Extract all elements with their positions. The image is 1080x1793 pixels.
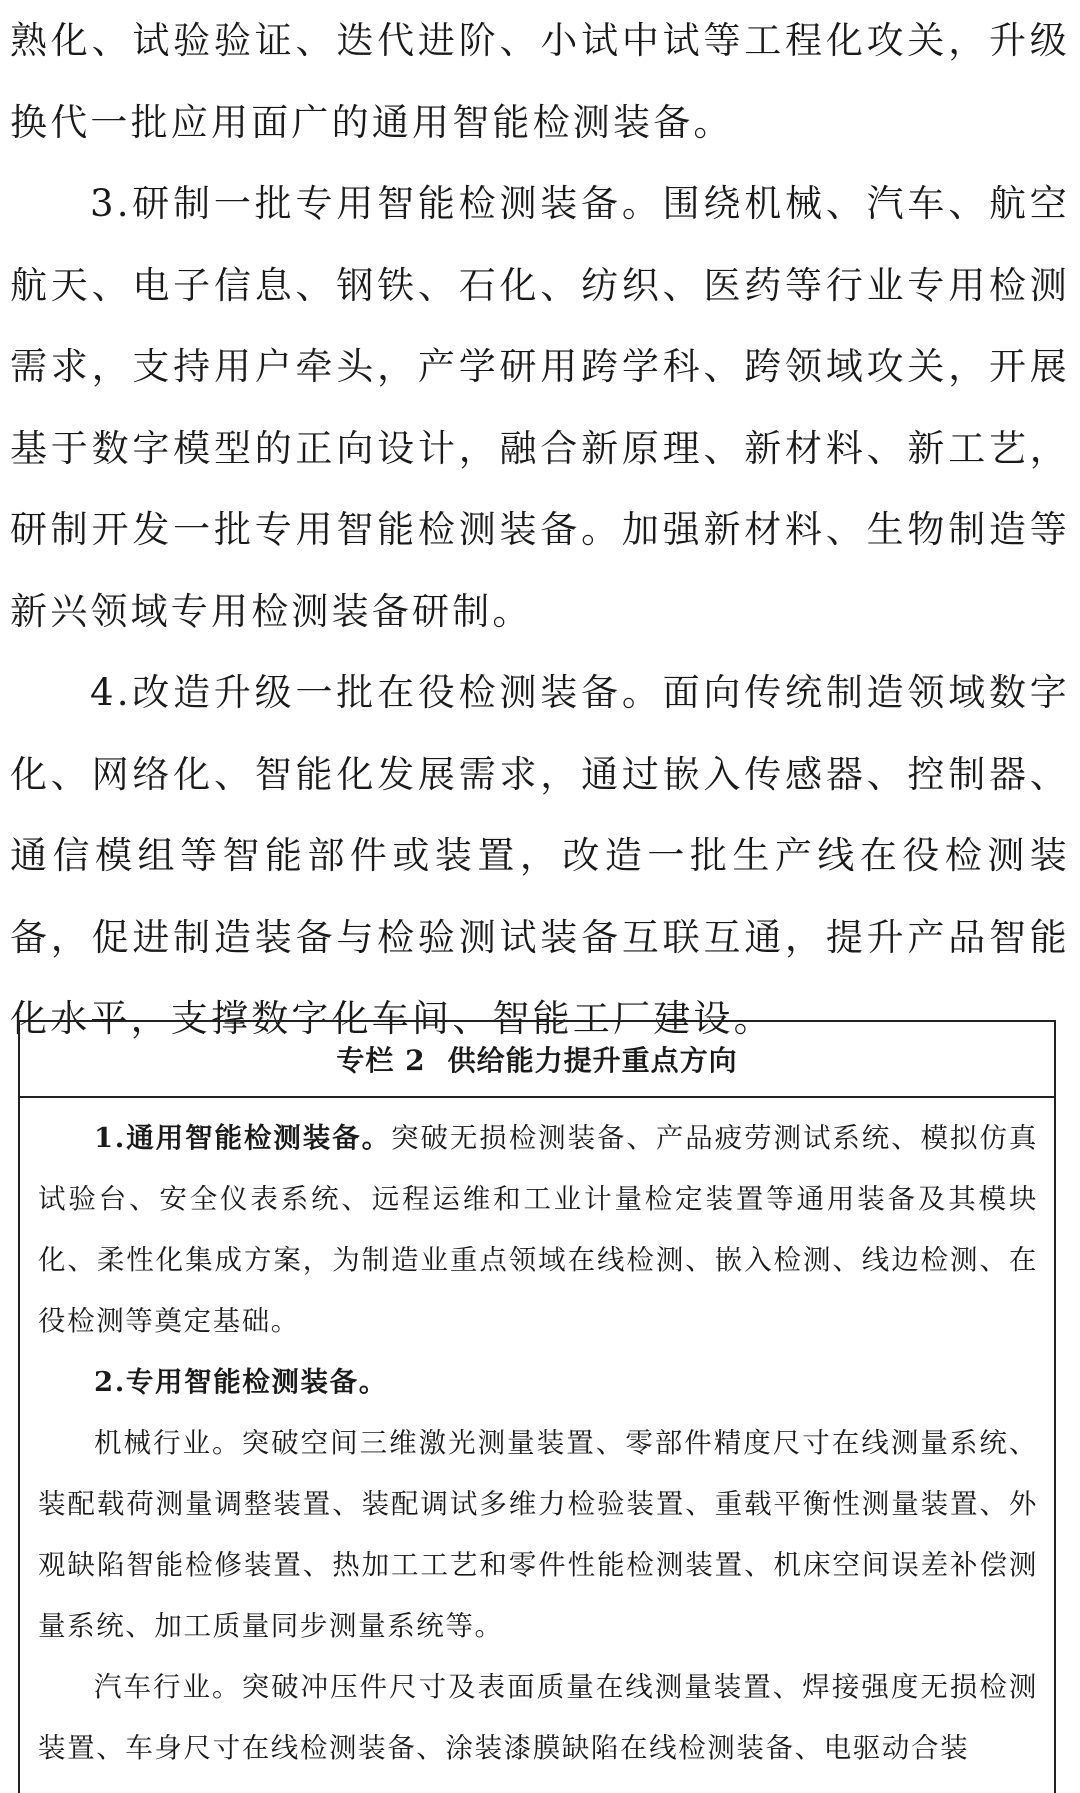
box-item-1-lead: 1.通用智能检测装备。 [94,1122,392,1154]
paragraph-continuation: 熟化、试验验证、迭代进阶、小试中试等工程化攻关，升级换代一批应用面广的通用智能检测装备。 [10,19,1070,144]
box-item-2-lead: 2.专用智能检测装备。 [94,1366,388,1398]
body-text [10,0,1070,1060]
box-item-1 [38,1108,1038,1352]
box-title [336,1039,737,1079]
box-body [20,1098,1054,1779]
box-item-1-text: 突破无损检测装备、产品疲劳测试系统、模拟仿真试验台、安全仪表系统、远程运维和工业计量检定装置等通用装备及其模块化、柔性化集成方案，为制造业重点领域在线检测、嵌入检测、线边检测、在役检测等奠定基础。 [38,1122,1038,1337]
box-item-machinery: 机械行业。突破空间三维激光测量装置、零部件精度尺寸在线测量系统、装配载荷测量调整装置、装配调试多维力检验装置、重载平衡性测量装置、外观缺陷智能检修装置、热加工工艺和零件性能检测装置、机床空间误差补偿测量系统、加工质量同步测量系统等。 [38,1427,1038,1642]
box-title-text: 供给能力提升重点方向 [447,1044,738,1077]
box-header [20,1022,1054,1098]
box-item-2 [38,1352,1038,1413]
sidebar-box-column-2 [18,1020,1056,1793]
paragraph-item-4: 4.改造升级一批在役检测装备。面向传统制造领域数字化、网络化、智能化发展需求，通过嵌入传感器、控制器、通信模组等智能部件或装置，改造一批生产线在役检测装备，促进制造装备与检验测试装备互联互通，提升产品智能化水平，支撑数字化车间、智能工厂建设。 [10,671,1070,1040]
box-title-label: 专栏 2 [336,1044,426,1077]
paragraph-item-3: 3.研制一批专用智能检测装备。围绕机械、汽车、航空航天、电子信息、钢铁、石化、纺织、医药等行业专用检测需求，支持用户牵头，产学研用跨学科、跨领域攻关，开展基于数字模型的正向设计，融合新原理、新材料、新工艺，研制开发一批专用智能检测装备。加强新材料、生物制造等新兴领域专用检测装备研制。 [10,182,1070,633]
box-item-automotive: 汽车行业。突破冲压件尺寸及表面质量在线测量装置、焊接强度无损检测装置、车身尺寸在线检测装备、涂装漆膜缺陷在线检测装备、电驱动合装 [38,1671,1038,1764]
